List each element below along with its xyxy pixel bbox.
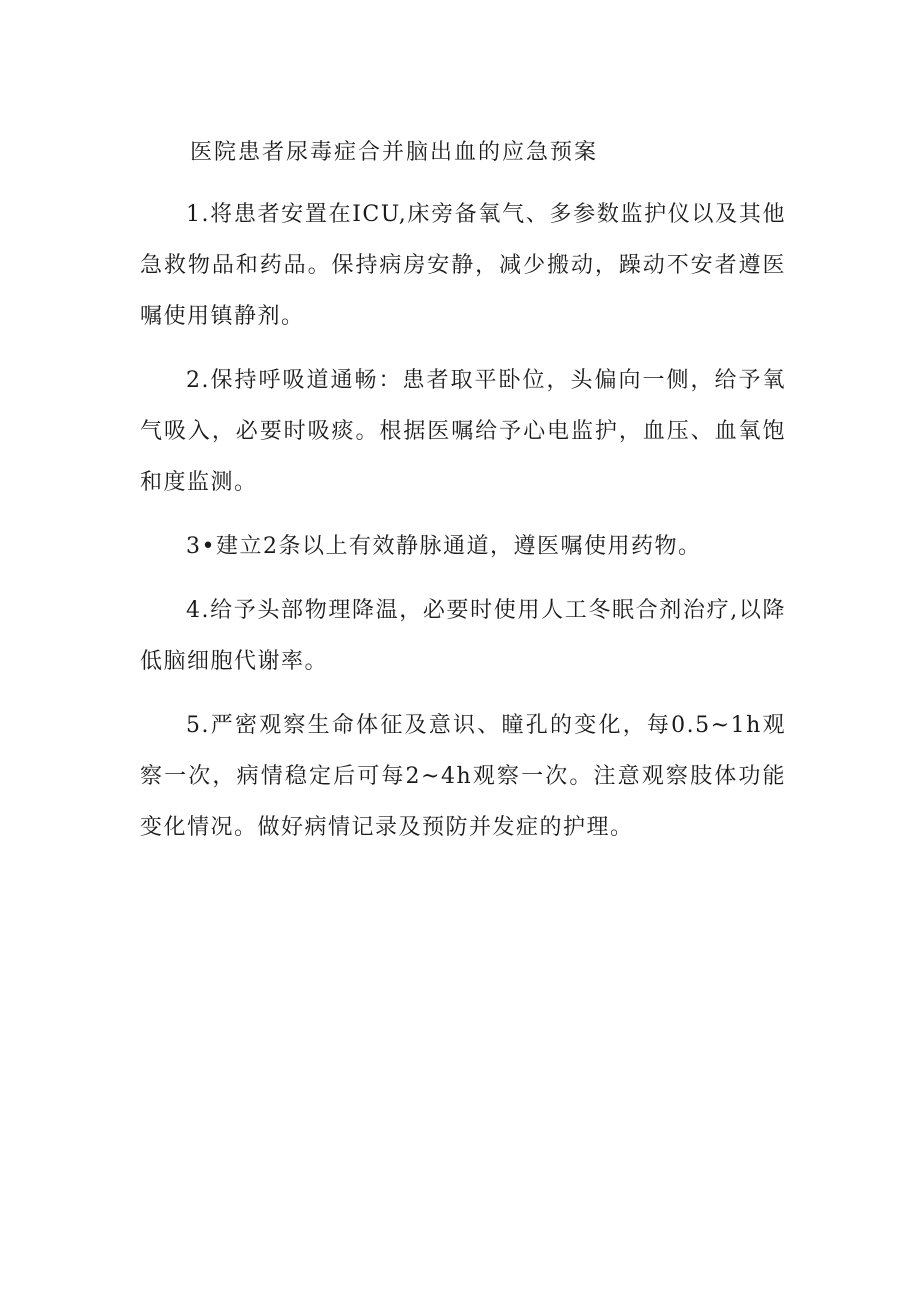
document-title: 医院患者尿毒症合并脑出血的应急预案 <box>190 140 599 165</box>
paragraph-5: 5.严密观察生命体征及意识、瞳孔的变化，每0.5~1h观察一次，病情稳定后可每2~4h观察一次。注意观察肢体功能变化情况。做好病情记录及预防并发症的护理。 <box>140 713 786 840</box>
document-body <box>140 131 786 866</box>
paragraph-1: 1.将患者安置在ICU,床旁备氧气、多参数监护仪以及其他急救物品和药品。保持病房安静，减少搬动，躁动不安者遵医嘱使用镇静剂。 <box>140 202 786 329</box>
paragraph-2: 2.保持呼吸道通畅：患者取平卧位，头偏向一侧，给予氧气吸入，必要时吸痰。根据医嘱给予心电监护，血压、血氧饱和度监测。 <box>140 368 786 495</box>
paragraph-3: 3•建立2条以上有效静脉通道，遵医嘱使用药物。 <box>186 534 702 559</box>
paragraph-4: 4.给予头部物理降温，必要时使用人工冬眠合剂治疗,以降低脑细胞代谢率。 <box>140 598 786 674</box>
